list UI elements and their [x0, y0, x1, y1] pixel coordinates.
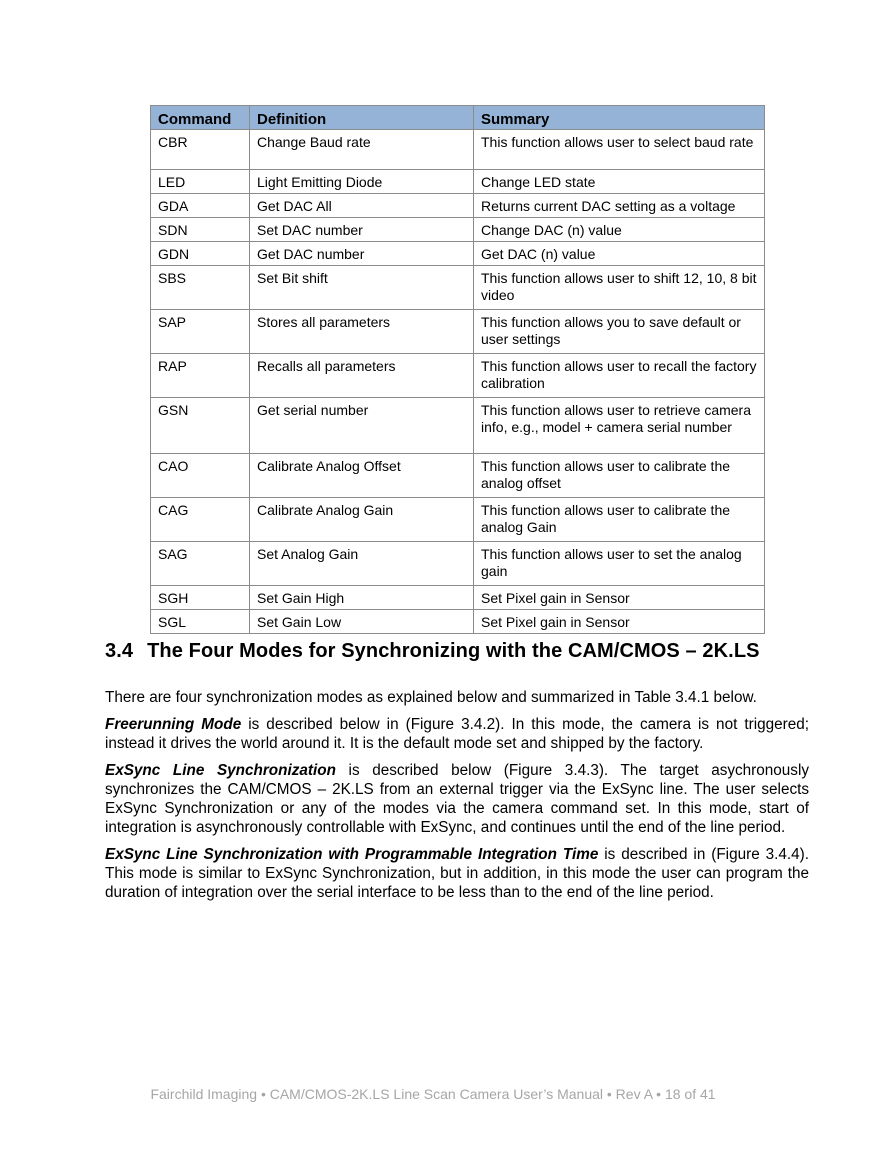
header-definition: Definition — [250, 106, 474, 130]
exsync-programmable-term: ExSync Line Synchronization with Programmable Integration Time — [105, 846, 599, 863]
cell-command: LED — [151, 170, 250, 194]
cell-summary: This function allows user to recall the factory calibration — [474, 354, 765, 398]
cell-command: SBS — [151, 266, 250, 310]
section-body — [105, 688, 809, 910]
cell-command: SDN — [151, 218, 250, 242]
table-row — [151, 194, 765, 218]
page-footer: Fairchild Imaging • CAM/CMOS-2K.LS Line Scan Camera User’s Manual • Rev A • 18 of 41 — [150, 1086, 716, 1102]
cell-definition: Calibrate Analog Gain — [250, 498, 474, 542]
cell-summary: Change DAC (n) value — [474, 218, 765, 242]
cell-command: GDN — [151, 242, 250, 266]
table-row — [151, 586, 765, 610]
exsync-text: is described below (Figure 3.4.3). The target asychronously synchronizes the CAM/CMOS – 2K.LS from an external trigger via the ExSync line. The user selects ExSync Synchronization or any of the modes via the camera command set. In this mode, start of integration is asynchronously controllable with ExSync, and continues until the end of the line period. — [105, 762, 809, 836]
cell-command: SAP — [151, 310, 250, 354]
exsync-paragraph — [105, 761, 809, 837]
table-row — [151, 218, 765, 242]
cell-command: RAP — [151, 354, 250, 398]
cell-command: SAG — [151, 542, 250, 586]
section-number: 3.4 — [105, 640, 134, 662]
cell-definition: Get DAC number — [250, 242, 474, 266]
table-row — [151, 310, 765, 354]
cell-definition: Change Baud rate — [250, 130, 474, 170]
table-row — [151, 454, 765, 498]
cell-definition: Get serial number — [250, 398, 474, 454]
cell-command: CBR — [151, 130, 250, 170]
cell-command: CAG — [151, 498, 250, 542]
cell-summary: Set Pixel gain in Sensor — [474, 586, 765, 610]
table-row — [151, 242, 765, 266]
cell-command: GSN — [151, 398, 250, 454]
cell-command: SGH — [151, 586, 250, 610]
cell-definition: Stores all parameters — [250, 310, 474, 354]
freerunning-text: is described below in (Figure 3.4.2). In this mode, the camera is not triggered; instead it drives the world around it. It is the default mode set and shipped by the factory. — [105, 716, 809, 752]
table-header-row — [151, 106, 765, 130]
table-row — [151, 398, 765, 454]
header-summary: Summary — [474, 106, 765, 130]
table-row — [151, 542, 765, 586]
freerunning-paragraph — [105, 715, 809, 753]
header-command: Command — [151, 106, 250, 130]
cell-command: SGL — [151, 610, 250, 634]
exsync-programmable-paragraph — [105, 845, 809, 902]
cell-summary: Set Pixel gain in Sensor — [474, 610, 765, 634]
cell-summary: This function allows user to calibrate the analog Gain — [474, 498, 765, 542]
cell-definition: Set DAC number — [250, 218, 474, 242]
section-title: The Four Modes for Synchronizing with the CAM/CMOS – 2K.LS — [147, 640, 760, 662]
section-heading — [105, 640, 760, 663]
cell-definition: Recalls all parameters — [250, 354, 474, 398]
table-row — [151, 266, 765, 310]
cell-definition: Set Gain Low — [250, 610, 474, 634]
exsync-term: ExSync Line Synchronization — [105, 762, 336, 779]
cell-definition: Set Gain High — [250, 586, 474, 610]
cell-definition: Set Bit shift — [250, 266, 474, 310]
cell-definition: Set Analog Gain — [250, 542, 474, 586]
table-row — [151, 354, 765, 398]
table-row — [151, 610, 765, 634]
cell-definition: Calibrate Analog Offset — [250, 454, 474, 498]
table-row — [151, 170, 765, 194]
cell-command: CAO — [151, 454, 250, 498]
cell-summary: This function allows you to save default or user settings — [474, 310, 765, 354]
cell-summary: This function allows user to shift 12, 10, 8 bit video — [474, 266, 765, 310]
table-row — [151, 130, 765, 170]
table-row — [151, 498, 765, 542]
cell-summary: Returns current DAC setting as a voltage — [474, 194, 765, 218]
cell-definition: Light Emitting Diode — [250, 170, 474, 194]
cell-summary: This function allows user to select baud rate — [474, 130, 765, 170]
freerunning-term: Freerunning Mode — [105, 716, 242, 733]
command-table — [150, 105, 765, 634]
cell-summary: Get DAC (n) value — [474, 242, 765, 266]
cell-definition: Get DAC All — [250, 194, 474, 218]
cell-command: GDA — [151, 194, 250, 218]
cell-summary: Change LED state — [474, 170, 765, 194]
cell-summary: This function allows user to retrieve camera info, e.g., model + camera serial number — [474, 398, 765, 454]
cell-summary: This function allows user to set the analog gain — [474, 542, 765, 586]
intro-paragraph: There are four synchronization modes as explained below and summarized in Table 3.4.1 below. — [105, 689, 757, 706]
cell-summary: This function allows user to calibrate the analog offset — [474, 454, 765, 498]
exsync-programmable-text: is described in (Figure 3.4.4). This mode is similar to ExSync Synchronization, but in addition, in this mode the user can program the duration of integration over the serial interface to be less than to the end of the line period. — [105, 846, 809, 901]
